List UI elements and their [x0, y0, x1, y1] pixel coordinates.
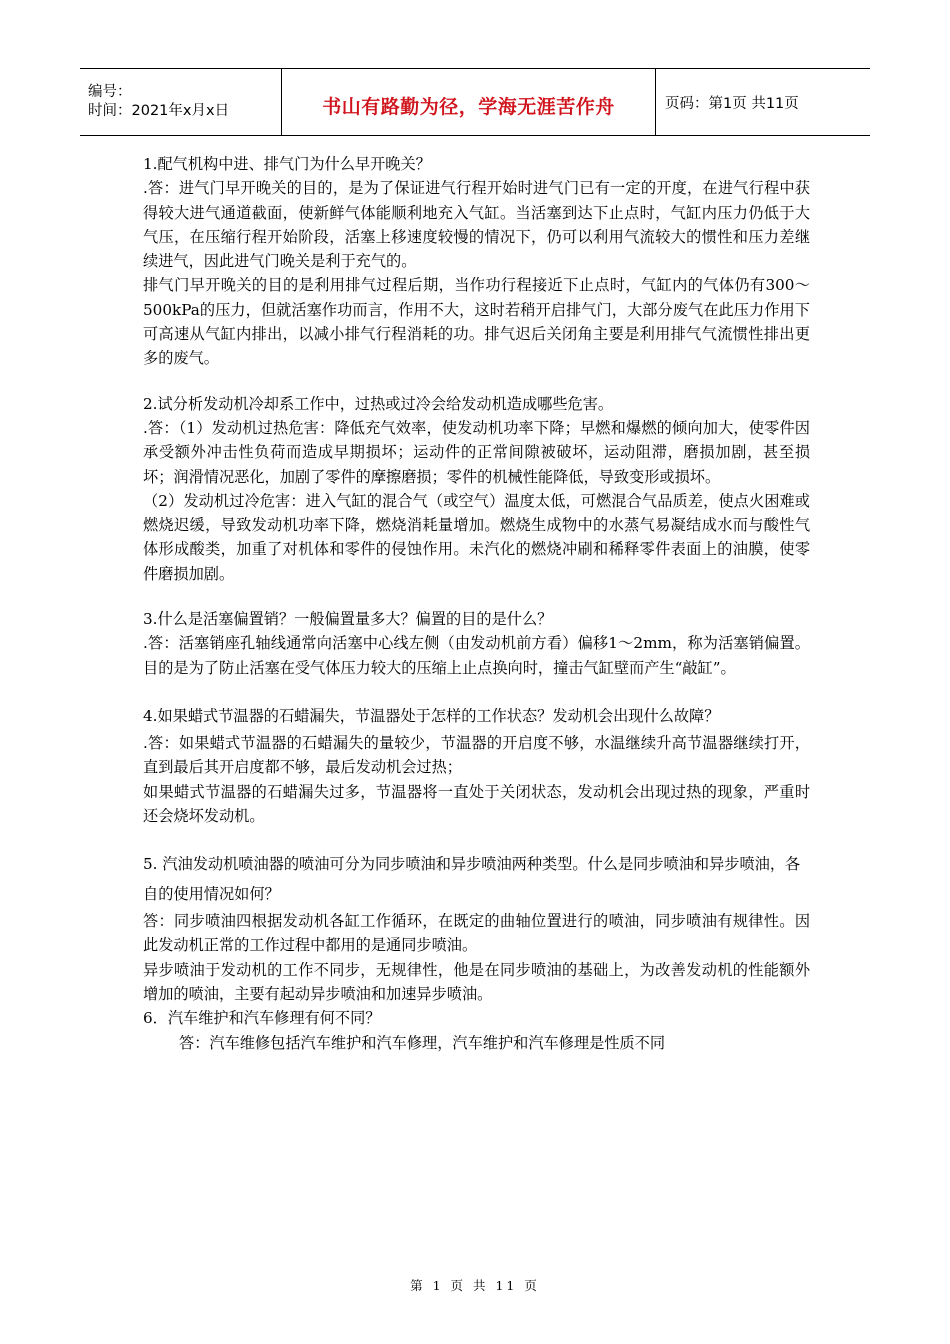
answer-6-para-1: 答：汽车维修包括汽车维护和汽车修理，汽车维护和汽车修理是性质不同 — [179, 1033, 665, 1052]
question-6: 6．汽车维护和汽车修理有何不同？ — [143, 1009, 381, 1028]
page-header — [80, 68, 870, 136]
header-meta — [80, 69, 282, 135]
answer-1-para-2: 排气门早开晚关的目的是利用排气过程后期，当作功行程接近下止点时，气缸内的气体仍有300～500kPa的压力，但就活塞作功而言，作用不大，这时若稍开启排气门，大部分废气在此压力作用下可高速从气缸内排出，以减小排气行程消耗的功。排气迟后关闭角主要是利用排气气流惯性排出更多的废气。 — [143, 276, 810, 368]
page-info: 页码：第1页 共11页 — [665, 95, 799, 112]
answer-2-para-2: （2）发动机过冷危害：进入气缸的混合气（或空气）温度太低，可燃混合气品质差，使点火困难或燃烧迟缓，导致发动机功率下降，燃烧消耗量增加。燃烧生成物中的水蒸气易凝结成水而与酸性气体形成酸类，加重了对机体和零件的侵蚀作用。未汽化的燃烧冲刷和稀释零件表面上的油膜，使零件磨损加剧。 — [143, 491, 810, 583]
answer-2-para-1: .答：（1）发动机过热危害：降低充气效率，使发动机功率下降；早燃和爆燃的倾向加大，使零件因承受额外冲击性负荷而造成早期损坏；运动件的正常间隙被破坏，运动阻滞，磨损加剧，甚至损坏；润滑情况恶化，加剧了零件的摩擦磨损；零件的机械性能降低，导致变形或损坏。 — [143, 418, 810, 486]
question-2: 2.试分析发动机冷却系工作中，过热或过冷会给发动机造成哪些危害。 — [143, 394, 614, 413]
page-footer: 第 1 页 共 11 页 — [410, 1278, 540, 1293]
question-1: 1.配气机构中进、排气门为什么早开晚关？ — [143, 155, 431, 173]
header-page-cell — [656, 69, 870, 135]
answer-4-para-1: .答：如果蜡式节温器的石蜡漏失的量较少，节温器的开启度不够，水温继续升高节温器继续打开，直到最后其开启度都不够，最后发动机会过热； — [143, 733, 810, 777]
question-5: 5. 汽油发动机喷油器的喷油可分为同步喷油和异步喷油两种类型。什么是同步喷油和异步喷油，各自的使用情况如何？ — [143, 855, 801, 904]
answer-3-para-1: .答：活塞销座孔轴线通常向活塞中心线左侧（由发动机前方看）偏移1～2mm，称为活塞销偏置。目的是为了防止活塞在受气体压力较大的压缩上止点换向时，撞击气缸壁而产生“敲缸”。 — [143, 634, 810, 677]
date-label: 时间：2021年x月x日 — [88, 103, 230, 119]
motto: 书山有路勤为径，学海无涯苦作舟 — [322, 95, 615, 118]
header-motto-cell — [282, 69, 656, 135]
question-4: 4.如果蜡式节温器的石蜡漏失，节温器处于怎样的工作状态？发动机会出现什么故障？ — [143, 706, 720, 725]
question-3: 3.什么是活塞偏置销？一般偏置量多大？偏置的目的是什么？ — [143, 610, 553, 629]
serial-number-label: 编号： — [88, 84, 132, 100]
answer-5-para-1: 答：同步喷油四根据发动机各缸工作循环，在既定的曲轴位置进行的喷油，同步喷油有规律性。因此发动机正常的工作过程中都用的是通同步喷油。 — [143, 912, 810, 955]
answer-1-para-1: .答：进气门早开晚关的目的，是为了保证进气行程开始时进气门已有一定的开度，在进气行程中获得较大进气通道截面，使新鲜气体能顺利地充入气缸。当活塞到达下止点时，气缸内压力仍低于大气压，在压缩行程开始阶段，活塞上移速度较慢的情况下，仍可以利用气流较大的惯性和压力差继续进气，因此进气门晚关是利于充气的。 — [143, 179, 810, 271]
document-body — [143, 152, 810, 1055]
answer-5-para-2: 异步喷油于发动机的工作不同步，无规律性，他是在同步喷油的基础上，为改善发动机的性能额外增加的喷油，主要有起动异步喷油和加速异步喷油。 — [143, 960, 810, 1004]
answer-4-para-2: 如果蜡式节温器的石蜡漏失过多，节温器将一直处于关闭状态，发动机会出现过热的现象，严重时还会烧坏发动机。 — [143, 782, 810, 825]
